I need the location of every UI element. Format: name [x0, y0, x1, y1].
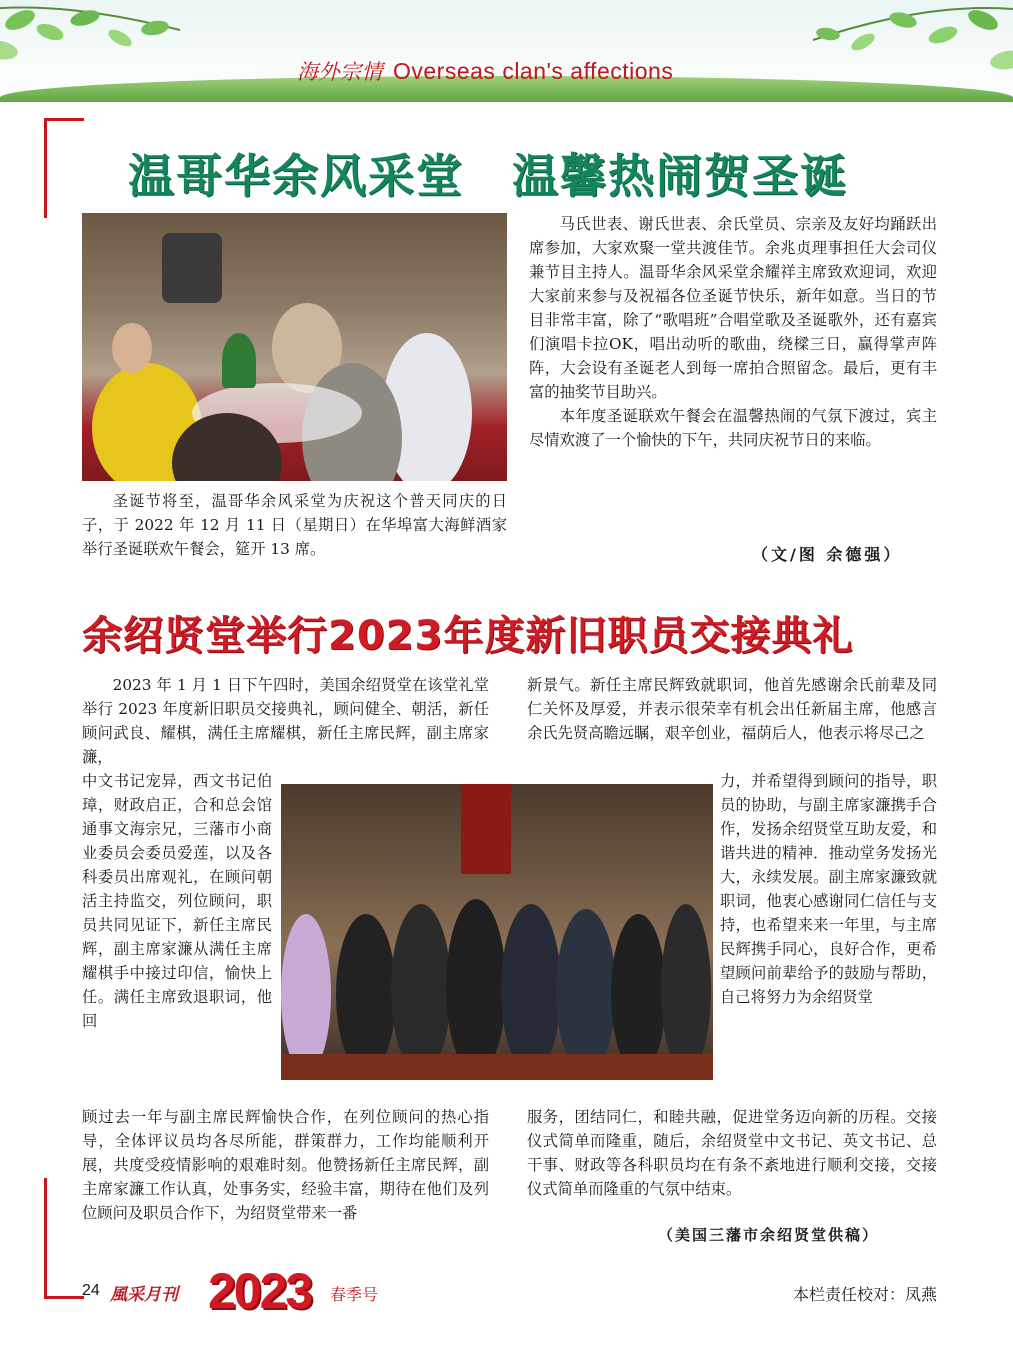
- leaf-decoration-left: [0, 0, 190, 80]
- top-rule: [44, 118, 84, 121]
- page-number: 24: [82, 1282, 100, 1299]
- section-label: [297, 56, 673, 86]
- bottom-rule: [44, 1296, 84, 1299]
- article2-col2-narrow: [720, 769, 937, 1009]
- section-label-en: Overseas clan's affections: [393, 58, 674, 84]
- photo-sign-shape: [461, 784, 511, 874]
- section-label-cn: 海外宗情: [297, 60, 383, 84]
- article2-col1-narrow: [82, 769, 272, 1033]
- photo-person-shape: [112, 323, 152, 373]
- issue-season: 春季号: [330, 1285, 379, 1304]
- installation-ceremony-photo: [281, 784, 713, 1080]
- photo-person-shape: [281, 914, 331, 1074]
- article1-title: 温哥华余风采堂 温馨热闹贺圣诞: [128, 149, 848, 203]
- leaf-decoration-right: [783, 0, 1013, 90]
- photo-person-shape: [391, 904, 451, 1074]
- header-banner: [0, 0, 1013, 102]
- photo-person-shape: [661, 904, 711, 1074]
- photo-person-shape: [611, 914, 666, 1074]
- article2-title: 余绍贤堂举行2023年度新旧职员交接典礼: [82, 613, 854, 659]
- photo-person-shape: [162, 233, 222, 303]
- left-rule-bottom: [44, 1178, 47, 1298]
- article1-right-paragraph-2: 本年度圣诞联欢午餐会在温馨热闹的气氛下渡过，宾主尽情欢渡了一个愉快的下午，共同庆祝节日的来临。: [529, 407, 937, 449]
- left-rule-top: [44, 118, 47, 218]
- article2-credit: （美国三藩市余绍贤堂供稿）: [658, 1226, 880, 1244]
- photo-person-shape: [501, 904, 561, 1074]
- article1-right-paragraph-1: 马氏世表、谢氏世表、余氏堂员、宗亲及友好均踊跃出席参加，大家欢聚一堂共渡佳节。余兆贞理事担任大会司仪兼节目主持人。温哥华余风采堂余耀祥主席致欢迎词，欢迎大家前来参与及祝福各位圣诞节快乐，新年如意。当日的节目非常丰富，除了“歌唱班”合唱堂歌及圣诞歌外，还有嘉宾们演唱卡拉OK，唱出动听的歌曲，绕樑三日，赢得掌声阵阵，大会设有圣诞老人到每一席拍合照留念。最后，更有丰富的抽奖节目助兴。: [529, 215, 937, 401]
- article2-col2-top-text: 新景气。新任主席民辉致就职词，他首先感谢余氏前辈及同仁关怀及厚爱，并表示很荣幸有机会出任新届主席，他感言余氏先贤高瞻远瞩，艰辛创业，福荫后人，他表示将尽己之: [527, 676, 937, 742]
- photo-person-shape: [556, 909, 616, 1074]
- article1-left-text: [82, 489, 507, 561]
- article2-col2-top: [527, 673, 937, 745]
- article2-col2-bottom: [527, 1105, 937, 1201]
- photo-floor-shape: [281, 1054, 713, 1080]
- article1-left-paragraph: 圣诞节将至，温哥华余风采堂为庆祝这个普天同庆的日子，于 2022 年 12 月 11 日（星期日）在华埠富大海鲜酒家举行圣诞联欢午餐会，筵开 13 席。: [82, 492, 507, 558]
- christmas-banquet-photo: [82, 213, 507, 481]
- photo-person-shape: [336, 914, 396, 1074]
- article2-col2-narrow-text: 力，并希望得到顾问的指导，职员的协助，与副主席家濂携手合作，发扬余绍贤堂互助友爱，和谐共进的精神．推动堂务发扬光大，永续发展。副主席家濂致就职词，他衷心感谢同仁信任与支持，也希望来来一年里，与主席民辉携手同心，良好合作，更希望顾问前辈给予的鼓励与帮助，自己将努力为余绍贤堂: [720, 772, 937, 1006]
- article2-col1-bottom: [82, 1105, 489, 1225]
- article2-col1-top: [82, 673, 489, 769]
- photo-person-shape: [446, 899, 506, 1074]
- article2-col1-top-paragraph: 2023 年 1 月 1 日下午四时，美国余绍贤堂在该堂礼堂举行 2023 年度新旧职员交接典礼，顾问健全、朝活，新任顾问武良、耀棋，满任主席耀棋，新任主席民辉，副主席家濂，: [82, 676, 489, 766]
- issue-year: 2023: [208, 1263, 312, 1319]
- magazine-name: 風采月刊: [110, 1285, 178, 1305]
- article1-credit: （文/图 余德强）: [752, 545, 903, 564]
- proofreader-credit: 本栏责任校对：凤燕: [792, 1287, 937, 1304]
- article2-col2-bottom-text: 服务，团结同仁，和睦共融，促进堂务迈向新的历程。交接仪式简单而隆重，随后，余绍贤堂中文书记、英文书记、总干事、财政等各科职员均在有条不紊地进行顺利交接，交接仪式简单而隆重的气氛中结束。: [527, 1108, 937, 1198]
- article1-right-text: [529, 212, 937, 452]
- article2-col1-narrow-text: 中文书记宠异，西文书记伯璋，财政启正，合和总会馆通事文海宗兄，三藩市小商业委员会委员爱莲，以及各科委员出席观礼，在顾问朝活主持监交，列位顾问，职员共同见证下，新任主席民辉，副主席家濂从满任主席耀棋手中接过印信，愉快上任。满任主席致退职词，他回: [82, 772, 272, 1030]
- photo-tree-shape: [222, 333, 256, 388]
- article2-col1-bottom-text: 顾过去一年与副主席民辉愉快合作，在列位顾问的热心指导，全体评议员均各尽所能，群策群力，工作均能顺利开展，共度受疫情影响的艰难时刻。他赞扬新任主席民辉，副主席家濂工作认真，处事务实，经验丰富，期待在他们及列位顾问及职员合作下，为绍贤堂带来一番: [82, 1108, 489, 1222]
